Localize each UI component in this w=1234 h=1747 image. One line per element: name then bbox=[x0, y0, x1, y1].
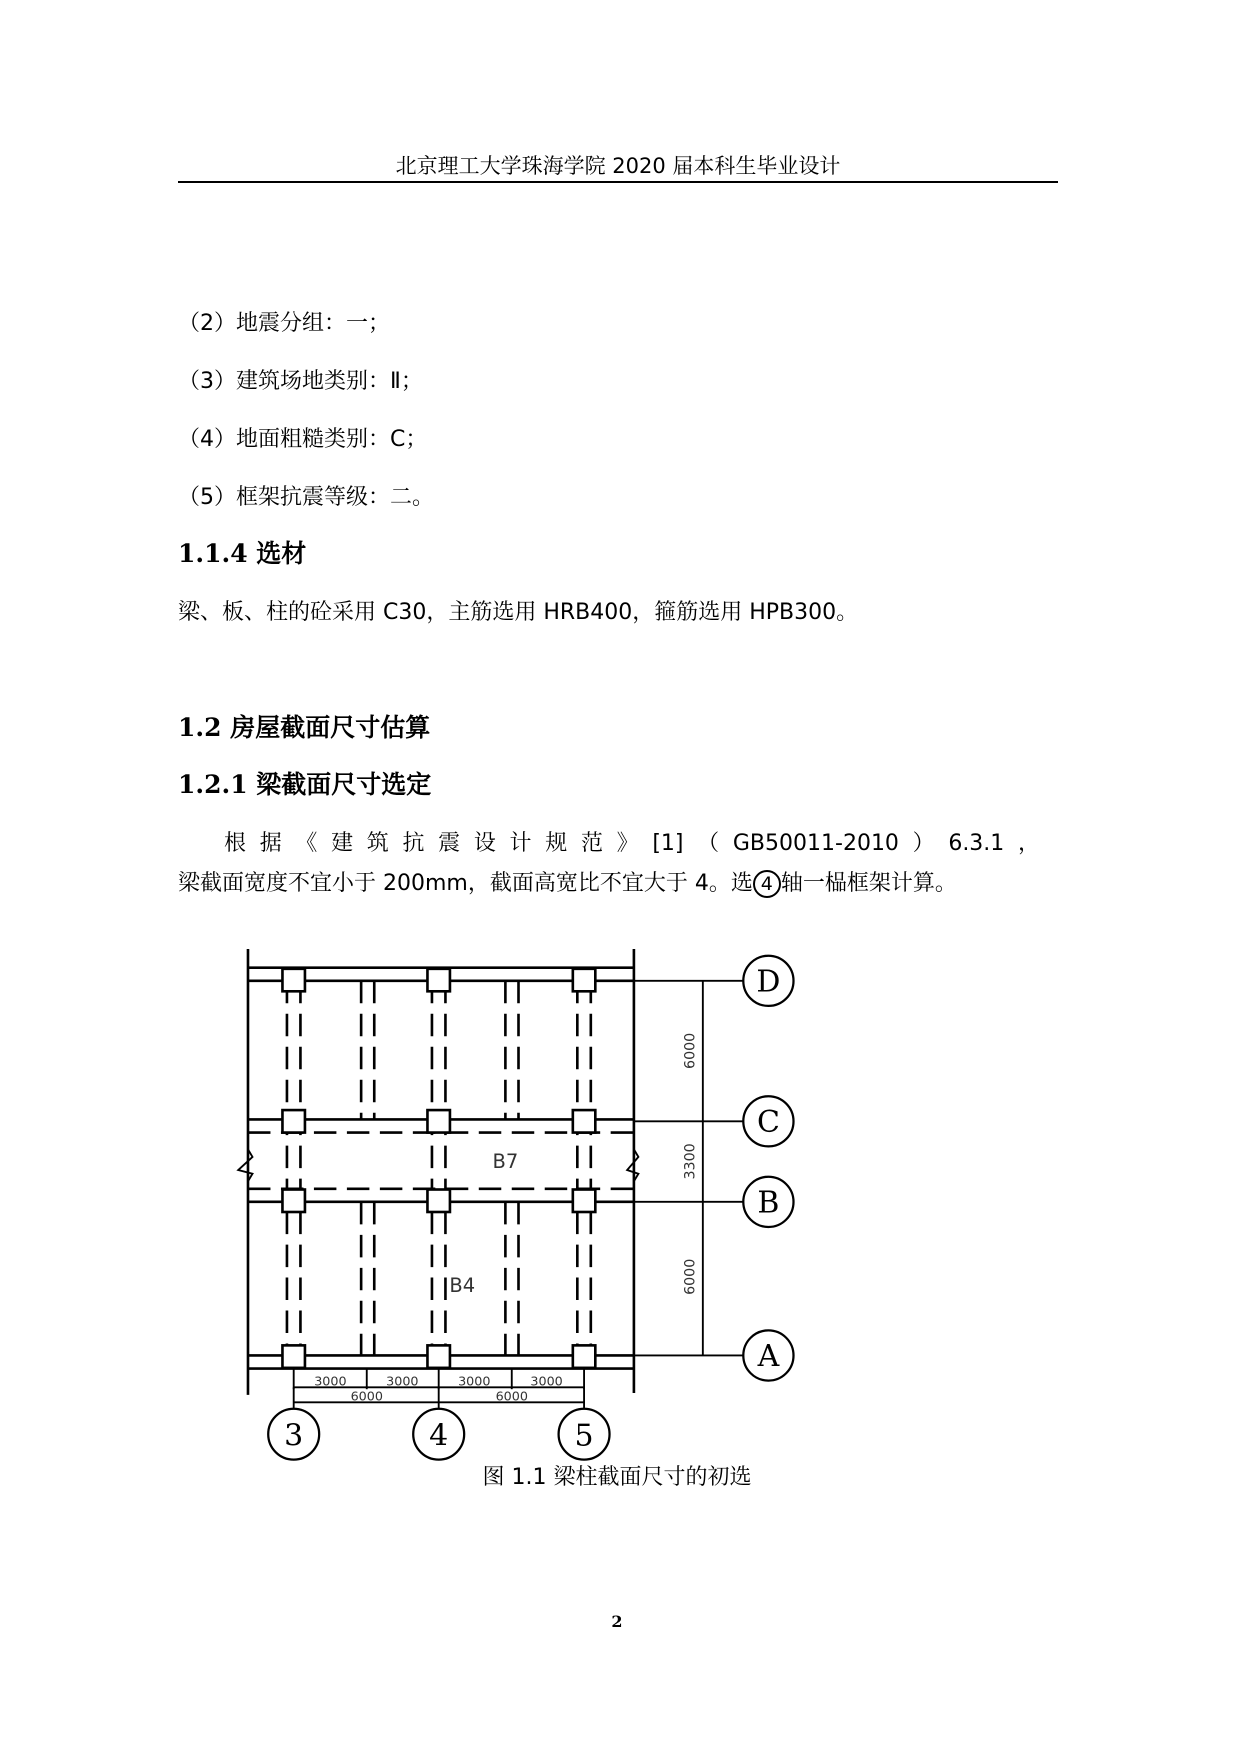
paragraph-line-1: 根据《建筑抗震设计规范》[1]（GB50011-2010）6.3.1， bbox=[224, 831, 1040, 856]
row-dimension: 6000 bbox=[682, 1258, 699, 1295]
column-square bbox=[427, 1110, 449, 1132]
paragraph-line-2 bbox=[178, 866, 957, 898]
page-header: 北京理工大学珠海学院 2020 届本科生毕业设计 bbox=[395, 154, 841, 178]
column-square bbox=[282, 969, 304, 991]
column-square bbox=[427, 969, 449, 991]
slab-label-b7: B7 bbox=[492, 1150, 519, 1174]
section-heading-1-2: 1.2 房屋截面尺寸估算 bbox=[178, 713, 431, 742]
col-dimension-small: 3000 bbox=[314, 1374, 347, 1390]
axis-label-A: A bbox=[757, 1338, 780, 1374]
axis-label-D: D bbox=[756, 964, 781, 1000]
paragraph-text: 轴一榀框架计算。 bbox=[780, 871, 957, 896]
row-dimension: 3300 bbox=[682, 1143, 699, 1180]
paragraph-materials: 梁、板、柱的砼采用 C30，主筋选用 HRB400，箍筋选用 HPB300。 bbox=[178, 600, 859, 625]
col-dimension-small: 3000 bbox=[386, 1374, 419, 1390]
slab-label-b4: B4 bbox=[449, 1273, 476, 1297]
list-item: （2）地震分组：一； bbox=[178, 311, 390, 336]
header-rule bbox=[178, 181, 1058, 183]
col-dimension-big: 6000 bbox=[495, 1389, 528, 1405]
axis-label-3: 3 bbox=[284, 1418, 304, 1454]
column-square bbox=[427, 1345, 449, 1367]
list-item: （5）框架抗震等级：二。 bbox=[178, 485, 434, 510]
column-square bbox=[573, 1345, 595, 1367]
row-dimension: 6000 bbox=[682, 1032, 699, 1069]
col-dimension-small: 3000 bbox=[530, 1374, 563, 1390]
column-square bbox=[427, 1190, 449, 1212]
column-square bbox=[573, 1190, 595, 1212]
figure-caption: 图 1.1 梁柱截面尺寸的初选 bbox=[482, 1465, 752, 1490]
section-heading-1-1-4: 1.1.4 选材 bbox=[178, 539, 307, 568]
column-square bbox=[282, 1190, 304, 1212]
column-square bbox=[573, 969, 595, 991]
list-item: （4）地面粗糙类别：C； bbox=[178, 427, 428, 452]
column-square bbox=[573, 1110, 595, 1132]
axis-label-5: 5 bbox=[574, 1418, 594, 1454]
col-dimension-small: 3000 bbox=[458, 1374, 491, 1390]
break-mark bbox=[238, 1149, 252, 1181]
page-number: 2 bbox=[611, 1612, 623, 1631]
column-square bbox=[282, 1110, 304, 1132]
axis-label-C: C bbox=[756, 1104, 780, 1140]
column-square bbox=[282, 1345, 304, 1367]
axis-label-B: B bbox=[757, 1185, 780, 1221]
paragraph-text: 梁截面宽度不宜小于 200mm，截面高宽比不宜大于 4。选 bbox=[178, 871, 753, 896]
axis-4-circle-icon: 4 bbox=[753, 870, 781, 898]
list-item: （3）建筑场地类别：Ⅱ； bbox=[178, 369, 423, 394]
col-dimension-big: 6000 bbox=[350, 1389, 383, 1405]
framing-plan-figure bbox=[230, 930, 810, 1470]
section-heading-1-2-1: 1.2.1 梁截面尺寸选定 bbox=[178, 770, 432, 799]
axis-label-4: 4 bbox=[429, 1418, 449, 1454]
